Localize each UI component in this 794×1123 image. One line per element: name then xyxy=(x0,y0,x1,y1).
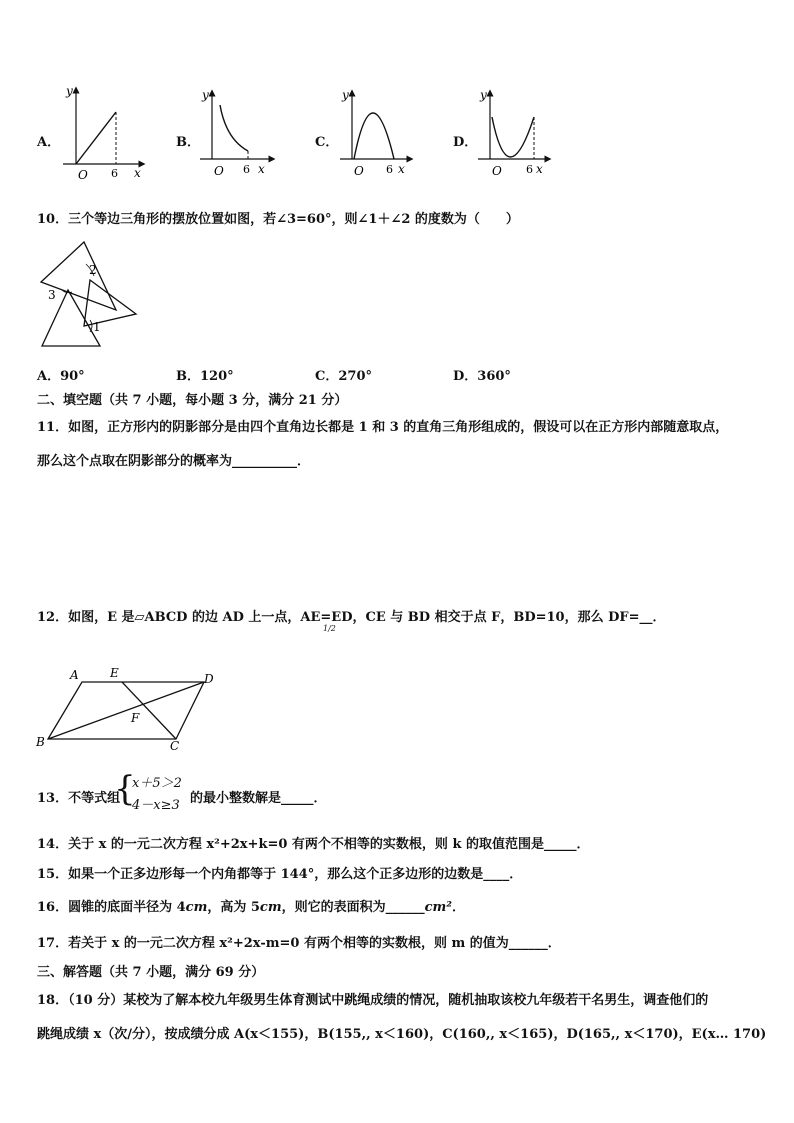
x-label: x xyxy=(134,166,141,180)
q17-text: 17．若关于 x 的一元二次方程 x²+2x-m=0 有两个相等的实数根，则 m 的值为______． xyxy=(37,936,561,951)
q9-option-b-label: B． xyxy=(176,135,200,150)
curve-line xyxy=(492,117,534,157)
tick-6-label: 6 xyxy=(386,163,393,176)
q9-option-d-label: D． xyxy=(453,135,478,150)
q16-text xyxy=(37,896,465,915)
y-label: y xyxy=(342,88,349,102)
q11-line-2: 那么这个点取在阴影部分的概率为__________． xyxy=(37,454,311,469)
q13-prefix: 13．不等式组 xyxy=(37,791,121,806)
q12-text xyxy=(37,606,666,625)
q12-parallelogram-figure xyxy=(34,664,220,754)
q9-option-c-label: C． xyxy=(315,135,339,150)
q15-text: 15．如果一个正多边形每一个内角都等于 144°，那么这个正多边形的边数是____． xyxy=(37,867,523,882)
system-brace: { xyxy=(114,769,136,809)
angle-2-label: 2 xyxy=(89,263,97,277)
curve-line xyxy=(76,112,116,164)
q16-unit-1: cm xyxy=(185,900,208,915)
x-label: x xyxy=(536,162,543,176)
q16-part-a: 16．圆锥的底面半径为 4 xyxy=(37,900,186,915)
y-label: y xyxy=(480,88,487,102)
curve-line xyxy=(220,105,248,151)
origin-label: O xyxy=(492,164,502,178)
q16-part-b: ，高为 5 xyxy=(207,900,260,915)
point-e-label: E xyxy=(110,666,119,680)
q9-option-c-graph xyxy=(336,87,416,187)
q13-inequality-2: 4－x≥3 xyxy=(132,798,180,813)
q11-line-1: 11．如图，正方形内的阴影部分是由四个直角边长都是 1 和 3 的直角三角形组成的，假设可以在正方形内部随意取点， xyxy=(37,420,729,435)
point-a-label: A xyxy=(70,668,79,682)
q10-triangles-figure xyxy=(36,240,146,352)
q9-option-d-graph xyxy=(474,87,554,187)
q10-option-b: B．120° xyxy=(176,369,234,384)
x-label: x xyxy=(398,162,405,176)
point-f-label: F xyxy=(131,711,140,725)
section-2-heading: 二、填空题（共 7 小题，每小题 3 分，满分 21 分） xyxy=(37,393,348,408)
y-label: y xyxy=(202,88,209,102)
tick-6-label: 6 xyxy=(111,167,118,180)
point-b-label: B xyxy=(36,735,45,749)
q18-line-2: 跳绳成绩 x（次/分），按成绩分成 A(x＜155)，B(155,, x＜160)，C(160,, x＜165)，D(165,, x＜170)，E(x… 170) xyxy=(37,1027,767,1042)
q16-part-d: ． xyxy=(451,900,465,915)
q9-option-b-graph xyxy=(196,87,276,187)
q12-text-b: ED，CE 与 BD 相交于点 F，BD=10，那么 DF=__． xyxy=(331,610,666,625)
q10-option-d: D．360° xyxy=(453,369,511,384)
angle-1-label: 1 xyxy=(93,320,101,334)
tick-6-label: 6 xyxy=(243,163,250,176)
point-c-label: C xyxy=(170,739,180,753)
y-label: y xyxy=(66,84,73,98)
curve-line xyxy=(354,113,394,159)
q13-inequality-1: x＋5＞2 xyxy=(132,776,182,791)
section-3-heading: 三、解答题（共 7 小题，满分 69 分） xyxy=(37,965,265,980)
q18-line-1: 18．（10 分）某校为了解本校九年级男生体育测试中跳绳成绩的情况，随机抽取该校九年级若干名男生，调查他们的 xyxy=(37,993,709,1008)
q16-unit-3: cm² xyxy=(424,900,452,915)
q16-unit-2: cm xyxy=(259,900,282,915)
x-label: x xyxy=(258,162,265,176)
origin-label: O xyxy=(354,164,364,178)
q14-text: 14．关于 x 的一元二次方程 x²+2x+k=0 有两个不相等的实数根，则 k 的取值范围是_____． xyxy=(37,837,590,852)
q9-option-a-label: A． xyxy=(37,135,61,150)
origin-label: O xyxy=(214,164,224,178)
q10-text: 10．三个等边三角形的摆放位置如图，若∠3=60°，则∠1＋∠2 的度数为（ ） xyxy=(37,212,519,227)
q16-part-c: ，则它的表面积为______ xyxy=(281,900,425,915)
q9-option-a-graph xyxy=(58,82,148,187)
tick-6-label: 6 xyxy=(526,163,533,176)
q10-option-a: A．90° xyxy=(37,369,85,384)
q10-option-c: C．270° xyxy=(315,369,372,384)
triangle-right xyxy=(84,280,136,326)
angle-3-label: 3 xyxy=(48,288,56,302)
q13-suffix: 的最小整数解是_____． xyxy=(190,791,327,806)
point-d-label: D xyxy=(204,672,214,686)
origin-label: O xyxy=(78,168,88,182)
q12-text-a: 12．如图，E 是▱ABCD 的边 AD 上一点，AE= xyxy=(37,610,332,625)
q12-fraction: 1/2 xyxy=(323,624,336,633)
